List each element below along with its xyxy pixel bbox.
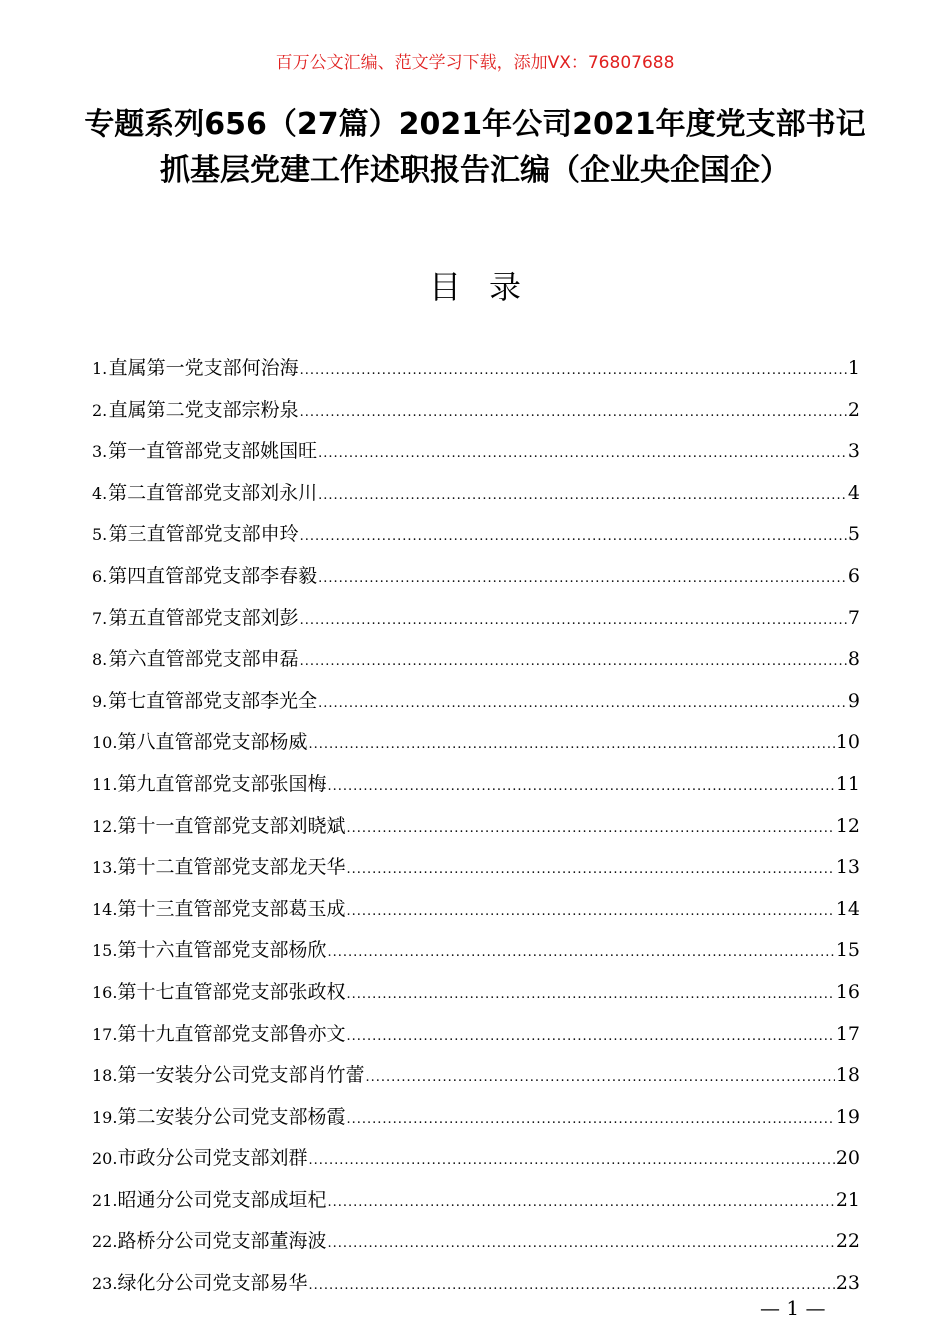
toc-entry-title: 第八直管部党支部杨威 xyxy=(117,731,308,754)
toc-entry[interactable] xyxy=(92,1221,860,1263)
toc-entry-number: 15. xyxy=(92,941,118,961)
promo-banner: 百万公文汇编、范文学习下载，添加VX：76807688 xyxy=(275,53,675,73)
toc-entry-title: 第十六直管部党支部杨欣 xyxy=(117,939,327,962)
toc-entry-number: 18. xyxy=(92,1066,118,1086)
toc-entry-title: 第十二直管部党支部龙天华 xyxy=(117,856,346,879)
toc-entry-page: 4 xyxy=(847,481,860,504)
toc-dot-leader xyxy=(308,724,834,766)
toc-entry-number: 23. xyxy=(92,1274,118,1294)
toc-dot-leader xyxy=(318,683,847,725)
toc-dot-leader xyxy=(346,849,834,891)
toc-entry[interactable] xyxy=(92,639,860,681)
toc-entry-page: 16 xyxy=(835,980,860,1003)
toc-entry-number: 1. xyxy=(92,359,108,378)
toc-entry-page: 11 xyxy=(835,772,860,795)
toc-dot-leader xyxy=(308,1265,834,1307)
toc-entry-title: 第六直管部党支部申磊 xyxy=(108,648,299,671)
toc-entry-title: 直属第二党支部宗粉泉 xyxy=(108,398,299,421)
toc-entry[interactable] xyxy=(92,806,860,848)
toc-dot-leader xyxy=(308,1140,834,1182)
toc-entry-number: 19. xyxy=(92,1107,118,1127)
toc-entry[interactable] xyxy=(92,681,860,723)
toc-entry[interactable] xyxy=(92,348,860,390)
toc-entry-page: 3 xyxy=(847,440,860,463)
toc-entry-number: 13. xyxy=(92,858,118,878)
toc-entry-title: 第二安装分公司党支部杨霞 xyxy=(117,1105,346,1128)
toc-entry-title: 直属第一党支部何治海 xyxy=(108,357,299,379)
toc-entry-page: 21 xyxy=(835,1188,860,1211)
toc-entry[interactable] xyxy=(92,431,860,473)
toc-entry[interactable] xyxy=(92,930,860,972)
toc-entry-number: 11. xyxy=(92,774,118,794)
toc-entry-title: 第十三直管部党支部葛玉成 xyxy=(117,897,346,920)
toc-dot-leader xyxy=(327,1223,834,1265)
toc-entry-number: 21. xyxy=(92,1190,118,1210)
toc-entry[interactable] xyxy=(92,1055,860,1097)
toc-entry[interactable] xyxy=(92,390,860,432)
toc-entry-number: 4. xyxy=(92,483,108,503)
toc-entry-number: 2. xyxy=(92,400,108,420)
document-title: 专题系列656（27篇）2021年公司2021年度党支部书记抓基层党建工作述职报告汇编（企业央企国企） xyxy=(84,107,866,188)
toc-entry-page: 20 xyxy=(835,1147,860,1170)
toc-dot-leader xyxy=(300,600,847,642)
toc-entry-title: 第七直管部党支部李光全 xyxy=(108,689,318,712)
toc-dot-leader xyxy=(327,1182,834,1224)
toc-entry-page: 23 xyxy=(835,1272,860,1295)
toc-entry-page: 13 xyxy=(835,856,860,879)
toc-entry-title: 第九直管部党支部张国梅 xyxy=(117,772,327,795)
toc-entry-title: 第四直管部党支部李春毅 xyxy=(108,564,318,587)
toc-entry-number: 5. xyxy=(92,525,108,545)
toc-entry-title: 第十七直管部党支部张政权 xyxy=(117,980,346,1003)
toc-entry-title: 绿化分公司党支部易华 xyxy=(117,1272,308,1295)
toc-entry[interactable] xyxy=(92,1097,860,1139)
toc-entry[interactable] xyxy=(92,1180,860,1222)
table-of-contents xyxy=(92,348,860,1305)
toc-entry-page: 8 xyxy=(847,648,860,671)
toc-entry-title: 第十一直管部党支部刘晓斌 xyxy=(117,814,346,837)
toc-entry-number: 3. xyxy=(92,442,108,462)
toc-entry-page: 5 xyxy=(847,523,860,546)
toc-dot-leader xyxy=(346,891,834,933)
toc-entry-page: 7 xyxy=(847,606,860,629)
toc-entry[interactable] xyxy=(92,473,860,515)
toc-entry-title: 第三直管部党支部申玲 xyxy=(108,523,299,546)
toc-entry-page: 17 xyxy=(835,1022,860,1045)
toc-dot-leader xyxy=(346,1016,834,1058)
toc-dot-leader xyxy=(300,350,847,392)
toc-entry-page: 15 xyxy=(835,939,860,962)
toc-entry[interactable] xyxy=(92,598,860,640)
toc-entry-page: 10 xyxy=(835,731,860,754)
toc-entry[interactable] xyxy=(92,847,860,889)
toc-dot-leader xyxy=(300,392,847,434)
toc-entry-number: 6. xyxy=(92,566,108,586)
toc-entry-page: 9 xyxy=(847,689,860,712)
toc-heading: 目录 xyxy=(428,268,549,306)
toc-entry-number: 10. xyxy=(92,733,118,753)
toc-entry[interactable] xyxy=(92,889,860,931)
toc-entry-number: 14. xyxy=(92,899,118,919)
toc-entry[interactable] xyxy=(92,764,860,806)
toc-dot-leader xyxy=(318,475,847,517)
toc-entry-page: 18 xyxy=(835,1064,860,1087)
toc-entry[interactable] xyxy=(92,1138,860,1180)
toc-entry-number: 22. xyxy=(92,1232,118,1252)
toc-entry-page: 14 xyxy=(835,897,860,920)
toc-dot-leader xyxy=(300,641,847,683)
toc-entry-title: 第二直管部党支部刘永川 xyxy=(108,481,318,504)
toc-dot-leader xyxy=(365,1057,834,1099)
toc-entry-number: 7. xyxy=(92,608,108,628)
toc-entry-title: 第五直管部党支部刘彭 xyxy=(108,606,299,629)
toc-dot-leader xyxy=(318,433,847,475)
toc-entry-title: 第十九直管部党支部鲁亦文 xyxy=(117,1022,346,1045)
toc-entry[interactable] xyxy=(92,1263,860,1305)
toc-entry-number: 9. xyxy=(92,691,108,711)
toc-entry-number: 16. xyxy=(92,982,118,1002)
toc-entry-number: 12. xyxy=(92,816,118,836)
toc-entry-number: 20. xyxy=(92,1149,118,1169)
toc-dot-leader xyxy=(346,1099,834,1141)
page-number: — 1 — xyxy=(760,1296,826,1320)
toc-entry-number: 17. xyxy=(92,1024,118,1044)
toc-dot-leader xyxy=(300,516,847,558)
toc-entry-page: 12 xyxy=(835,814,860,837)
toc-entry-page: 22 xyxy=(835,1230,860,1253)
toc-entry-page: 2 xyxy=(847,398,860,421)
toc-entry-number: 8. xyxy=(92,650,108,670)
toc-entry-title: 第一安装分公司党支部肖竹蕾 xyxy=(117,1064,365,1087)
toc-entry-title: 路桥分公司党支部董海波 xyxy=(117,1230,327,1253)
toc-entry[interactable] xyxy=(92,514,860,556)
toc-entry-page: 19 xyxy=(835,1105,860,1128)
toc-dot-leader xyxy=(318,558,847,600)
toc-dot-leader xyxy=(327,766,834,808)
toc-entry[interactable] xyxy=(92,722,860,764)
toc-entry-page: 6 xyxy=(847,564,860,587)
toc-entry[interactable] xyxy=(92,556,860,598)
toc-entry-title: 市政分公司党支部刘群 xyxy=(117,1147,308,1170)
toc-dot-leader xyxy=(327,932,834,974)
toc-entry[interactable] xyxy=(92,972,860,1014)
toc-entry[interactable] xyxy=(92,1014,860,1056)
toc-entry-title: 第一直管部党支部姚国旺 xyxy=(108,440,318,463)
toc-entry-page: 1 xyxy=(847,357,860,379)
toc-entry-title: 昭通分公司党支部成垣杞 xyxy=(117,1188,327,1211)
toc-dot-leader xyxy=(346,974,834,1016)
toc-dot-leader xyxy=(346,808,834,850)
